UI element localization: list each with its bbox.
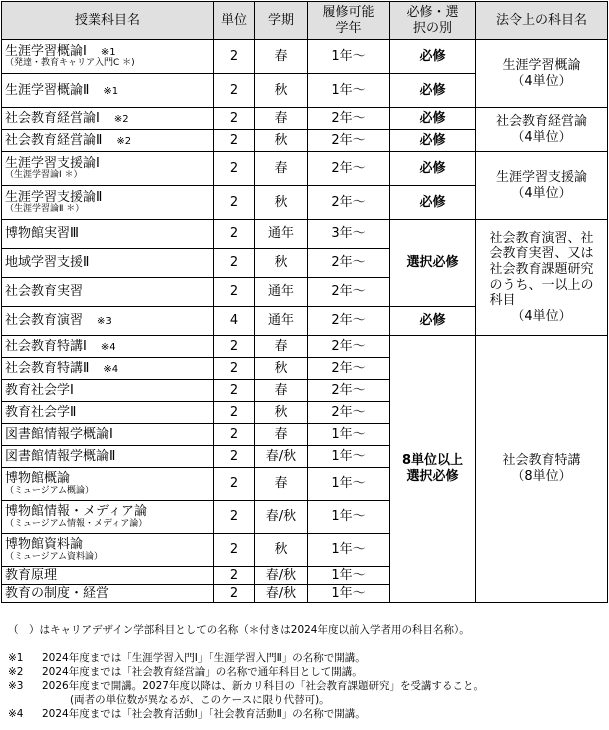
header-year-line1: 履修可能 xyxy=(322,4,375,20)
term-cell: 春 xyxy=(255,108,308,130)
subject-title: 社会教育実習 xyxy=(5,284,84,300)
units-cell: 2 xyxy=(214,380,255,402)
legal-units: （8単位） xyxy=(511,469,572,484)
year-cell: 1年～ xyxy=(308,446,390,468)
year-cell: 1年～ xyxy=(308,585,390,603)
year-cell: 2年～ xyxy=(308,336,390,358)
legal-name-line: 会教育実習、又は xyxy=(489,246,594,262)
subject-title: 生涯学習支援論Ⅰ xyxy=(5,155,100,171)
term-cell: 秋 xyxy=(255,402,308,424)
subject-name xyxy=(2,402,214,424)
subject-title: 博物館資料論 xyxy=(5,537,84,553)
subject-title: 社会教育経営論Ⅰ xyxy=(5,110,100,126)
subject-title: 生涯学習支援論Ⅱ xyxy=(5,189,103,205)
legal-units: （4単位） xyxy=(511,308,572,324)
year-cell: 2年～ xyxy=(308,108,390,130)
subject-note: ※1 xyxy=(103,85,119,97)
legal-name-cell xyxy=(476,108,608,152)
term-cell: 春/秋 xyxy=(255,501,308,534)
legal-name-cell xyxy=(476,40,608,108)
subject-name xyxy=(2,424,214,446)
units-cell: 2 xyxy=(214,108,255,130)
subject-name xyxy=(2,249,214,278)
subject-title: 社会教育特講Ⅰ xyxy=(5,338,87,354)
term-cell: 春 xyxy=(255,468,308,501)
year-cell: 1年～ xyxy=(308,501,390,534)
legal-name-cell xyxy=(476,220,608,336)
subject-title: 社会教育特講Ⅱ xyxy=(5,360,90,376)
term-cell: 春 xyxy=(255,152,308,186)
subject-title: 生涯学習概論Ⅱ xyxy=(5,82,90,98)
term-cell: 春 xyxy=(255,336,308,358)
units-cell: 2 xyxy=(214,501,255,534)
legal-name: 生涯学習概論 xyxy=(502,57,581,73)
footnote-3-continued: (両者の単位数が異なるが、このケースに限り代替可)。 xyxy=(70,694,330,706)
legal-name-cell xyxy=(476,152,608,220)
curriculum-table xyxy=(1,1,608,603)
footnote-text: 2026年度まで開講。2027年度以降は、新カリ科目の「社会教育課題研究」を受講すること。 xyxy=(42,680,484,692)
subject-name xyxy=(2,278,214,307)
term-cell: 秋 xyxy=(255,249,308,278)
legal-name-line: 社会教育課題研究 xyxy=(489,261,594,277)
subject-title: 教育原理 xyxy=(5,567,58,583)
subject-name xyxy=(2,152,214,186)
subject-name xyxy=(2,585,214,603)
term-cell: 春 xyxy=(255,424,308,446)
units-cell: 2 xyxy=(214,249,255,278)
year-cell: 1年～ xyxy=(308,40,390,74)
requirement-cell: 必修 xyxy=(390,152,476,186)
footnote-text: 2024年度までは「生涯学習入門Ⅰ」「生涯学習入門Ⅱ」の名称で開講。 xyxy=(42,652,366,664)
units-cell: 2 xyxy=(214,567,255,585)
subject-name xyxy=(2,74,214,108)
subject-note: ※3 xyxy=(97,316,112,328)
subject-alt-name: （ミュージアム資料論） xyxy=(5,551,104,562)
legal-name-cell xyxy=(476,336,608,603)
units-cell: 4 xyxy=(214,307,255,336)
year-cell: 1年～ xyxy=(308,74,390,108)
subject-name xyxy=(2,220,214,249)
subject-name xyxy=(2,186,214,220)
legal-units: （4単位） xyxy=(511,129,572,145)
legal-name-line: 社会教育演習、社 xyxy=(489,230,594,246)
table-row xyxy=(2,108,608,130)
subject-title: 社会教育経営論Ⅱ xyxy=(5,132,103,148)
subject-title: 博物館情報・メディア論 xyxy=(5,504,147,520)
subject-name xyxy=(2,307,214,336)
subject-name xyxy=(2,446,214,468)
subject-note: ※1 xyxy=(100,46,116,58)
units-cell: 2 xyxy=(214,446,255,468)
requirement-cell xyxy=(390,336,476,603)
legal-name-line: のうち、一以上の xyxy=(489,277,594,293)
units-cell: 2 xyxy=(214,534,255,567)
footnote-paren: （ ）はキャリアデザイン学部科目としての名称（＊付きは2024年度以前入学者用の科目名称）。 xyxy=(8,624,470,636)
subject-title: 教育社会学Ⅰ xyxy=(5,382,74,398)
term-cell: 春/秋 xyxy=(255,446,308,468)
subject-note: ※4 xyxy=(100,341,116,353)
subject-name xyxy=(2,501,214,534)
requirement-cell: 必修 xyxy=(390,108,476,130)
header-year xyxy=(308,2,390,40)
units-cell: 2 xyxy=(214,278,255,307)
header-req-line2: 択の別 xyxy=(412,20,452,36)
requirement-cell: 選択必修 xyxy=(390,220,476,307)
footnote-text: 2024年度までは「社会教育活動Ⅰ」「社会教育活動Ⅱ」の名称で開講。 xyxy=(42,708,366,720)
term-cell: 通年 xyxy=(255,307,308,336)
units-cell: 2 xyxy=(214,220,255,249)
year-cell: 2年～ xyxy=(308,358,390,380)
subject-name xyxy=(2,108,214,130)
year-cell: 1年～ xyxy=(308,567,390,585)
subject-note: ※4 xyxy=(103,363,119,375)
term-cell: 秋 xyxy=(255,74,308,108)
legal-name: 社会教育特講 xyxy=(502,453,581,469)
requirement-line1: 8単位以上 xyxy=(401,453,464,469)
subject-title: 図書館情報学概論Ⅰ xyxy=(5,426,113,442)
year-cell: 2年～ xyxy=(308,130,390,152)
units-cell: 2 xyxy=(214,424,255,446)
header-subject: 授業科目名 xyxy=(2,2,214,40)
year-cell: 2年～ xyxy=(308,278,390,307)
subject-title: 図書館情報学概論Ⅱ xyxy=(5,448,116,464)
requirement-cell: 必修 xyxy=(390,186,476,220)
units-cell: 2 xyxy=(214,402,255,424)
term-cell: 秋 xyxy=(255,186,308,220)
year-cell: 3年～ xyxy=(308,220,390,249)
legal-units: （4単位） xyxy=(511,185,572,201)
requirement-cell: 必修 xyxy=(390,130,476,152)
legal-name-block xyxy=(487,231,595,325)
subject-name xyxy=(2,567,214,585)
table-row xyxy=(2,152,608,186)
subject-title: 教育社会学Ⅱ xyxy=(5,404,77,420)
subject-alt-name: （生涯学習論Ⅰ ＊） xyxy=(5,170,83,181)
legal-units: （4単位） xyxy=(511,73,572,89)
term-cell: 通年 xyxy=(255,278,308,307)
requirement-cell: 必修 xyxy=(390,40,476,74)
units-cell: 2 xyxy=(214,152,255,186)
year-cell: 2年～ xyxy=(308,380,390,402)
term-cell: 通年 xyxy=(255,220,308,249)
term-cell: 秋 xyxy=(255,358,308,380)
term-cell: 春/秋 xyxy=(255,567,308,585)
requirement-cell: 必修 xyxy=(390,307,476,336)
year-cell: 1年～ xyxy=(308,424,390,446)
footnote-tag: ※3 xyxy=(8,680,24,692)
year-cell: 1年～ xyxy=(308,534,390,567)
legal-name: 生涯学習支援論 xyxy=(495,169,587,185)
units-cell: 2 xyxy=(214,585,255,603)
footnote-tag: ※2 xyxy=(8,666,24,678)
header-requirement xyxy=(390,2,476,40)
subject-name xyxy=(2,380,214,402)
header-term: 学期 xyxy=(255,2,308,40)
header-year-line2: 学年 xyxy=(335,20,362,36)
units-cell: 2 xyxy=(214,358,255,380)
subject-name xyxy=(2,358,214,380)
subject-title: 教育の制度・経営 xyxy=(5,585,110,601)
subject-name xyxy=(2,130,214,152)
subject-alt-name: （生涯学習論Ⅱ ＊） xyxy=(5,204,85,215)
footnote-4 xyxy=(8,707,484,721)
year-cell: 2年～ xyxy=(308,402,390,424)
footnote-3 xyxy=(8,679,484,693)
subject-title: 博物館実習Ⅲ xyxy=(5,226,79,242)
footnotes xyxy=(8,623,484,721)
units-cell: 2 xyxy=(214,468,255,501)
requirement-cell: 必修 xyxy=(390,74,476,108)
year-cell: 2年～ xyxy=(308,249,390,278)
footnote-tag: ※1 xyxy=(8,652,24,664)
subject-name xyxy=(2,336,214,358)
header-req-line1: 必修・選 xyxy=(406,4,459,20)
legal-name: 社会教育経営論 xyxy=(495,113,587,129)
legal-name-line: 科目 xyxy=(489,293,516,309)
table-row xyxy=(2,220,608,249)
units-cell: 2 xyxy=(214,186,255,220)
subject-name xyxy=(2,534,214,567)
requirement-line2: 選択必修 xyxy=(406,469,459,484)
subject-title: 生涯学習概論Ⅰ xyxy=(5,43,87,59)
header-row xyxy=(2,2,608,40)
subject-title: 地域学習支援Ⅱ xyxy=(5,255,90,271)
table-row xyxy=(2,40,608,74)
term-cell: 秋 xyxy=(255,534,308,567)
subject-alt-name: （ミュージアム概論） xyxy=(5,485,95,496)
header-legal-name: 法令上の科目名 xyxy=(476,2,608,40)
subject-title: 社会教育演習 xyxy=(5,313,84,329)
units-cell: 2 xyxy=(214,336,255,358)
table-row xyxy=(2,336,608,358)
units-cell: 2 xyxy=(214,40,255,74)
year-cell: 2年～ xyxy=(308,307,390,336)
subject-note: ※2 xyxy=(116,135,132,147)
subject-title: 博物館概論 xyxy=(5,471,71,487)
year-cell: 2年～ xyxy=(308,186,390,220)
term-cell: 秋 xyxy=(255,130,308,152)
header-units: 単位 xyxy=(214,2,255,40)
year-cell: 1年～ xyxy=(308,468,390,501)
footnote-tag: ※4 xyxy=(8,708,24,720)
units-cell: 2 xyxy=(214,130,255,152)
term-cell: 春 xyxy=(255,380,308,402)
footnote-1 xyxy=(8,651,484,665)
footnote-text: 2024年度までは「社会教育経営論」の名称で通年科目として開講。 xyxy=(42,666,363,678)
subject-alt-name: （ミュージアム情報・メディア論） xyxy=(5,518,148,529)
term-cell: 春/秋 xyxy=(255,585,308,603)
subject-name xyxy=(2,40,214,74)
units-cell: 2 xyxy=(214,74,255,108)
subject-alt-name: （発達・教育キャリア入門C ＊) xyxy=(5,58,135,69)
footnote-2 xyxy=(8,665,484,679)
subject-name xyxy=(2,468,214,501)
year-cell: 2年～ xyxy=(308,152,390,186)
term-cell: 春 xyxy=(255,40,308,74)
subject-note: ※2 xyxy=(113,113,129,125)
